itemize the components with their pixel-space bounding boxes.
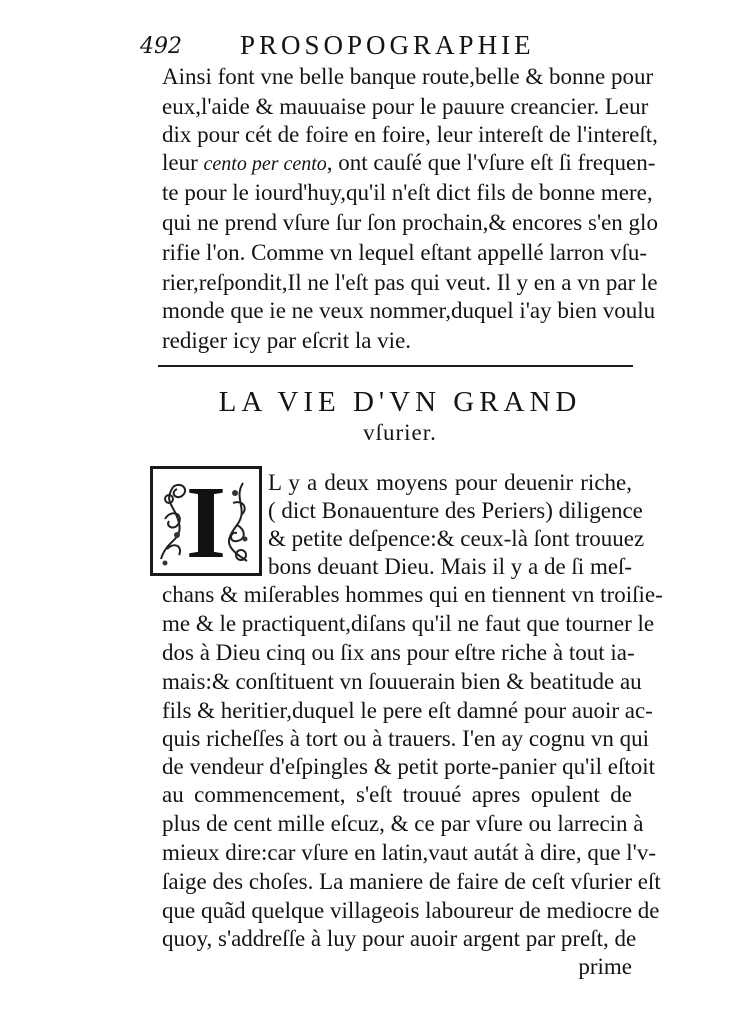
text-line-prefix: leur <box>162 150 198 175</box>
text-line: fils & heritier,duquel le pere eſt damné pour auoir ac- <box>162 698 653 723</box>
text-line: quoy, s'addreſſe à luy pour auoir argent par preſt, de <box>162 926 637 951</box>
text-line: rediger icy par eſcrit la vie. <box>162 328 412 353</box>
text-line: mais:& conſtituent vn ſouuerain bien & beatitude au <box>162 669 642 694</box>
section-subtitle: vſurier. <box>363 420 437 445</box>
text-line: Ainsi font vne belle banque route,belle & bonne pour <box>162 64 654 89</box>
text-line: dos à Dieu cinq ou ſix ans pour eſtre riche à tout ia- <box>162 640 635 665</box>
section-divider <box>158 365 633 367</box>
text-line-suffix: , ont cauſé que l'vſure eſt ſi frequen- <box>326 150 656 175</box>
section-title: LA VIE D'VN GRAND <box>218 386 582 418</box>
ornamental-drop-cap <box>150 465 262 580</box>
page-header <box>140 26 595 66</box>
text-line: rifie l'on. Comme vn lequel eſtant appellé larron vſu- <box>162 240 648 265</box>
text-line: eux,l'aide & mauuaise pour le pauure creancier. Leur <box>162 94 649 119</box>
text-line: rier,reſpondit,Il ne l'eſt pas qui veut. Il y en a vn par le <box>162 270 658 295</box>
text-line: plus de cent mille eſcuz, & ce par vſure ou larrecin à <box>162 811 644 836</box>
text-line: quis richeſſes à tort ou à trauers. I'en ay cognu vn qui <box>162 726 649 751</box>
text-line: dix pour cét de foire en foire, leur intereſt de l'intereſt, <box>162 122 658 147</box>
text-line: que quãd quelque villageois laboureur de mediocre de <box>162 898 660 923</box>
text-line: L y a deux moyens pour deuenir riche, <box>268 470 632 495</box>
text-line: monde que ie ne veux nommer,duquel i'ay bien voulu <box>162 298 656 323</box>
text-line: chans & miſerables hommes qui en tiennent vn troiſie- <box>162 582 663 607</box>
text-line: me & le practiquent,diſans qu'il ne faut que tourner le <box>162 611 655 636</box>
drop-cap-letter: I <box>185 465 227 580</box>
text-line: & petite deſpence:& ceux-là ſont trouuez <box>268 526 645 551</box>
text-line: au commencement, s'eſt trouué apres opulent de <box>162 782 632 807</box>
catchword: prime <box>578 954 632 979</box>
text-line: ( dict Bonauenture des Periers) diligence <box>268 498 643 523</box>
italic-phrase: cento per cento <box>203 153 327 175</box>
text-line: de vendeur d'eſpingles & petit porte-panier qu'il eſtoit <box>162 754 656 779</box>
text-line: qui ne prend vſure ſur ſon prochain,& encores s'en glo <box>162 210 658 235</box>
text-line: mieux dire:car vſure en latin,vaut autát à dire, que l'v- <box>162 840 656 865</box>
text-line: te pour le iourd'huy,qu'il n'eſt dict fils de bonne mere, <box>162 180 653 205</box>
text-line: ſaige des choſes. La maniere de faire de ceſt vſurier eſt <box>162 869 661 894</box>
page-number: 492 <box>140 34 182 59</box>
text-line <box>162 148 656 178</box>
text-line: bons deuant Dieu. Mais il y a de ſi meſ- <box>268 554 633 579</box>
running-head: PROSOPOGRAPHIE <box>240 30 535 60</box>
